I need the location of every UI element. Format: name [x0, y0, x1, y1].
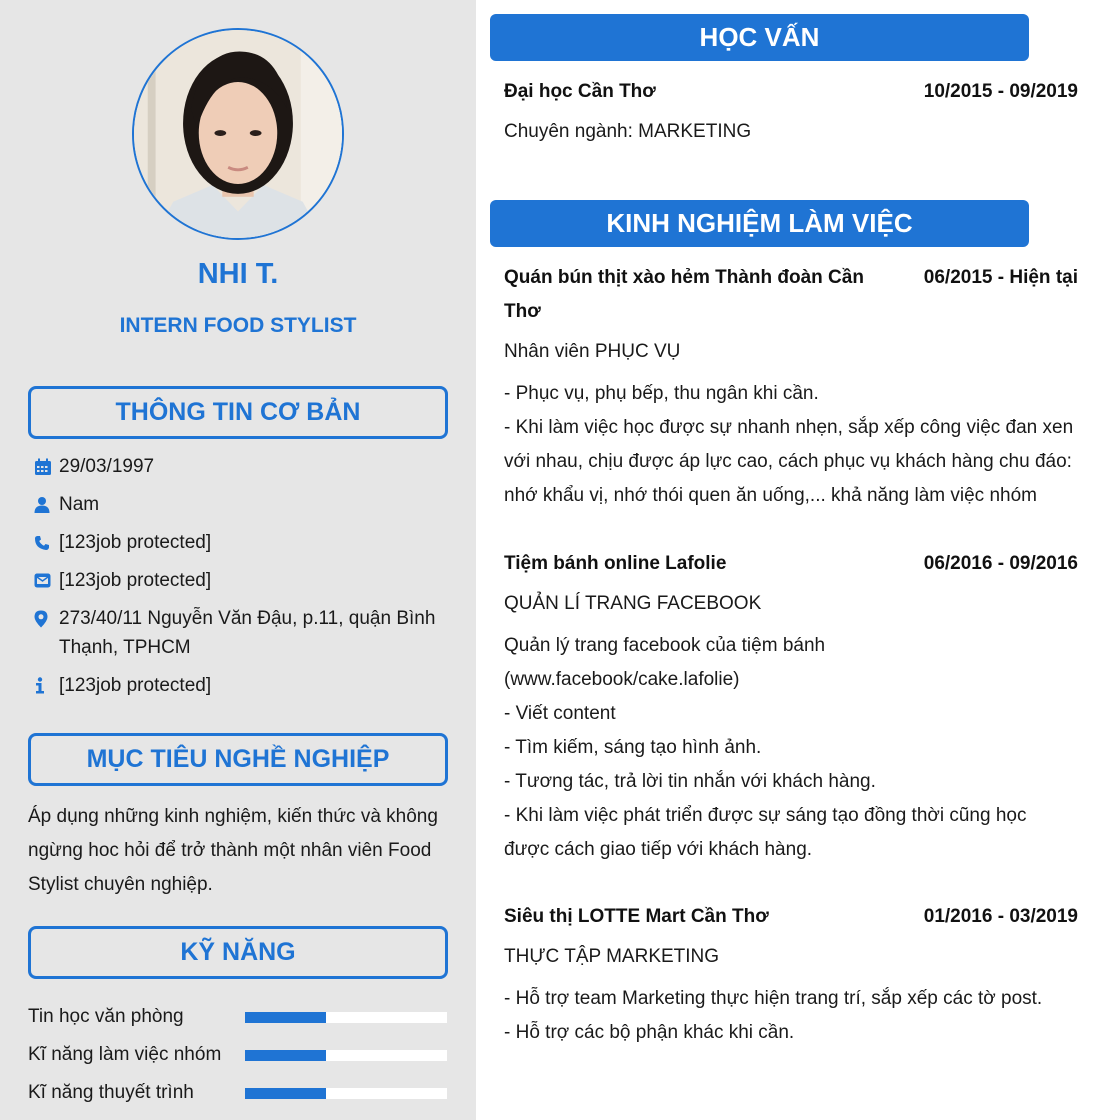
description-line: - Hỗ trợ các bộ phận khác khi cần. — [504, 1022, 795, 1043]
candidate-name: NHI T. — [197, 258, 279, 290]
entry-date: 01/2016 - 03/2019 — [923, 906, 1078, 927]
phone-icon — [34, 528, 59, 557]
info-item-address — [34, 604, 454, 662]
info-text: Nam — [59, 494, 100, 515]
main-content — [476, 0, 1106, 1120]
description-line: Quản lý trang facebook của tiệm bánh (www.facebook/cake.lafolie) — [504, 635, 826, 690]
entry-org: Đại học Cần Thơ — [504, 81, 656, 102]
info-item-email — [34, 566, 454, 595]
calendar-icon — [34, 452, 59, 481]
info-text: [123job protected] — [59, 675, 212, 696]
location-icon — [34, 604, 59, 633]
info-text: 29/03/1997 — [59, 456, 155, 477]
skill-bar-fill — [245, 1050, 326, 1061]
entry-org: Quán bún thịt xào hẻm Thành đoàn Cần Thơ — [504, 267, 864, 322]
description-line: - Phục vụ, phụ bếp, thu ngân khi cần. — [504, 383, 819, 404]
entry-role: THỰC TẬP MARKETING — [504, 946, 720, 967]
skills-list — [28, 998, 448, 1112]
description-line: - Khi làm việc học được sự nhanh nhẹn, sắp xếp công việc đan xen với nhau, chịu được áp lực cao, cách phục vụ khách hàng chu đáo: nhớ khẩu vị, nhớ thói quen ăn uống,... khả năng làm việc nhóm — [504, 417, 1074, 506]
entry-description — [504, 377, 1078, 513]
section-heading-objective: MỤC TIÊU NGHỀ NGHIỆP — [28, 733, 448, 786]
section-header-experience: KINH NGHIỆM LÀM VIỆC — [490, 200, 1029, 247]
avatar-photo — [134, 30, 342, 238]
skill-label: Kĩ năng làm việc nhóm — [28, 1044, 222, 1065]
info-icon — [34, 671, 59, 700]
section-heading-basic-info: THÔNG TIN CƠ BẢN — [28, 386, 448, 439]
section-header-education: HỌC VẤN — [490, 14, 1029, 61]
skill-label: Tin học văn phòng — [28, 1006, 184, 1027]
description-line: - Hỗ trợ team Marketing thực hiện trang trí, sắp xếp các tờ post. — [504, 988, 1043, 1009]
info-item-extra — [34, 671, 454, 700]
description-line: - Viết content — [504, 703, 616, 724]
email-icon — [34, 566, 59, 595]
entry-org: Tiệm bánh online Lafolie — [504, 553, 727, 574]
candidate-title: INTERN FOOD STYLIST — [119, 314, 357, 337]
basic-info-list — [34, 452, 454, 709]
skill-bar — [245, 1088, 447, 1099]
info-item-gender — [34, 490, 454, 519]
entry-date: 06/2015 - Hiện tại — [923, 267, 1078, 288]
objective-text: Áp dụng những kinh nghiệm, kiến thức và không ngừng hoc hỏi để trở thành một nhân viên Food Stylist chuyên nghiệp. — [28, 806, 438, 895]
entry-role: QUẢN LÍ TRANG FACEBOOK — [504, 593, 762, 614]
entry-date: 10/2015 - 09/2019 — [923, 81, 1078, 102]
skill-bar-fill — [245, 1012, 326, 1023]
avatar — [132, 28, 344, 240]
entry-role: Nhân viên PHỤC VỤ — [504, 341, 681, 362]
entry-org: Siêu thị LOTTE Mart Cần Thơ — [504, 906, 769, 927]
info-item-phone — [34, 528, 454, 557]
info-text: 273/40/11 Nguyễn Văn Đậu, p.11, quận Bình Thạnh, TPHCM — [59, 608, 436, 658]
experience-entry — [504, 900, 1078, 1050]
entry-description — [504, 629, 1078, 867]
info-text: [123job protected] — [59, 570, 212, 591]
skill-row — [28, 1074, 448, 1112]
section-heading-skills: KỸ NĂNG — [28, 926, 448, 979]
user-icon — [34, 490, 59, 519]
skill-row — [28, 998, 448, 1036]
sidebar — [0, 0, 476, 1120]
entry-header — [504, 261, 1078, 329]
entry-description — [504, 982, 1078, 1050]
description-line: - Tương tác, trả lời tin nhắn với khách hàng. — [504, 771, 876, 792]
description-line: - Khi làm việc phát triển được sự sáng tạo đồng thời cũng học được cách giao tiếp với khách hàng. — [504, 805, 1027, 860]
info-item-birthdate — [34, 452, 454, 481]
skill-row — [28, 1036, 448, 1074]
experience-entry — [504, 261, 1078, 513]
skill-bar — [245, 1050, 447, 1061]
skill-label: Kĩ năng thuyết trình — [28, 1082, 194, 1103]
entry-role: Chuyên ngành: MARKETING — [504, 121, 752, 142]
entry-date: 06/2016 - 09/2016 — [923, 553, 1078, 574]
entry-header — [504, 900, 1078, 934]
skill-bar — [245, 1012, 447, 1023]
skill-bar-fill — [245, 1088, 326, 1099]
entry-header — [504, 75, 1078, 109]
description-line: - Tìm kiếm, sáng tạo hình ảnh. — [504, 737, 762, 758]
education-entry — [504, 75, 1078, 149]
info-text: [123job protected] — [59, 532, 212, 553]
experience-entry — [504, 547, 1078, 867]
entry-header — [504, 547, 1078, 581]
